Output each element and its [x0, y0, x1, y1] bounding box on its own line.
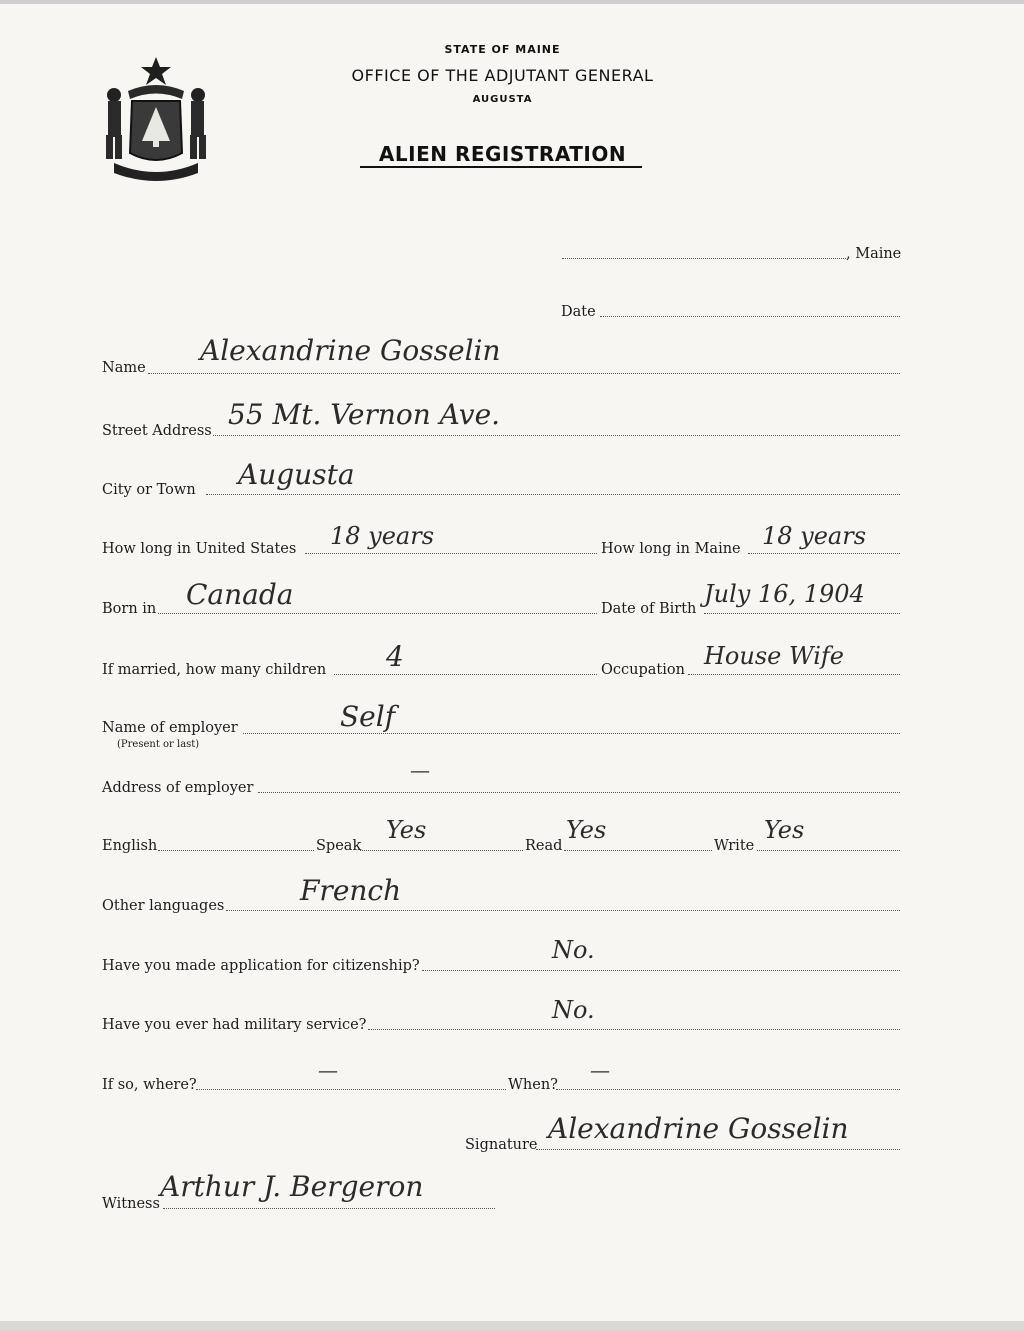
read-line[interactable] [564, 850, 712, 851]
citizenship-label: Have you made application for citizenship? [102, 958, 420, 974]
city-line[interactable] [206, 494, 900, 495]
date-line[interactable] [600, 316, 900, 317]
occupation-line[interactable] [688, 674, 900, 675]
witness-value: Arthur J. Bergeron [160, 1170, 424, 1203]
citizenship-line[interactable] [422, 970, 900, 971]
street-address-line[interactable] [213, 435, 900, 436]
when-line[interactable] [556, 1089, 900, 1090]
street-address-label: Street Address [102, 423, 212, 439]
city-value: Augusta [238, 458, 355, 491]
name-value: Alexandrine Gosselin [200, 334, 501, 367]
military-label: Have you ever had military service? [102, 1017, 367, 1033]
occupation-value: House Wife [704, 642, 844, 670]
employer-note-label: (Present or last) [117, 739, 200, 750]
english-line[interactable] [158, 850, 314, 851]
where-value: — [318, 1058, 338, 1082]
employer-name-line[interactable] [243, 733, 900, 734]
date-of-birth-line[interactable] [704, 613, 900, 614]
write-line[interactable] [757, 850, 900, 851]
born-in-line[interactable] [158, 613, 597, 614]
street-address-value: 55 Mt. Vernon Ave. [228, 398, 501, 431]
other-languages-label: Other languages [102, 898, 225, 914]
form-title: ALIEN REGISTRATION [378, 142, 627, 166]
read-label: Read [525, 838, 563, 854]
signature-label: Signature [465, 1137, 538, 1153]
title-underline [360, 166, 642, 168]
where-line[interactable] [196, 1089, 506, 1090]
employer-name-value: Self [340, 700, 396, 733]
where-label: If so, where? [102, 1077, 197, 1093]
name-label: Name [102, 360, 146, 376]
how-long-us-value: 18 years [330, 522, 435, 550]
how-long-us-line[interactable] [305, 553, 597, 554]
other-languages-value: French [300, 874, 402, 907]
children-label: If married, how many children [102, 662, 327, 678]
city-label: City or Town [102, 482, 196, 498]
date-of-birth-label: Date of Birth [601, 601, 697, 617]
date-of-birth-value: July 16, 1904 [704, 580, 865, 608]
employer-address-line[interactable] [258, 792, 900, 793]
read-value: Yes [566, 816, 607, 844]
children-value: 4 [386, 640, 404, 673]
scan-edge-bottom [0, 1321, 1024, 1331]
employer-name-label: Name of employer [102, 720, 238, 736]
children-line[interactable] [334, 674, 597, 675]
name-line[interactable] [148, 373, 900, 374]
place-suffix-label: , Maine [846, 246, 902, 262]
citizenship-value: No. [552, 936, 595, 964]
place-line[interactable] [562, 258, 846, 259]
write-value: Yes [764, 816, 805, 844]
english-label: English [102, 838, 158, 854]
how-long-us-label: How long in United States [102, 541, 297, 557]
write-label: Write [714, 838, 755, 854]
employer-address-label: Address of employer [102, 780, 254, 796]
office-heading: OFFICE OF THE ADJUTANT GENERAL [351, 66, 654, 85]
other-languages-line[interactable] [226, 910, 900, 911]
occupation-label: Occupation [601, 662, 685, 678]
when-value: — [590, 1058, 610, 1082]
born-in-value: Canada [186, 578, 294, 611]
state-seal-icon [100, 55, 212, 183]
scan-edge-top [0, 0, 1024, 4]
witness-line[interactable] [163, 1208, 495, 1209]
speak-label: Speak [316, 838, 362, 854]
how-long-maine-value: 18 years [762, 522, 867, 550]
how-long-maine-line[interactable] [748, 553, 900, 554]
date-label: Date [561, 304, 596, 320]
military-value: No. [552, 996, 595, 1024]
signature-line[interactable] [536, 1149, 900, 1150]
born-in-label: Born in [102, 601, 157, 617]
speak-line[interactable] [360, 850, 523, 851]
when-label: When? [508, 1077, 558, 1093]
how-long-maine-label: How long in Maine [601, 541, 741, 557]
state-heading: STATE OF MAINE [444, 43, 561, 56]
employer-address-value: — [410, 758, 430, 782]
city-heading: AUGUSTA [472, 94, 533, 105]
signature-value: Alexandrine Gosselin [548, 1112, 849, 1145]
speak-value: Yes [386, 816, 427, 844]
witness-label: Witness [102, 1196, 160, 1212]
military-line[interactable] [368, 1029, 900, 1030]
